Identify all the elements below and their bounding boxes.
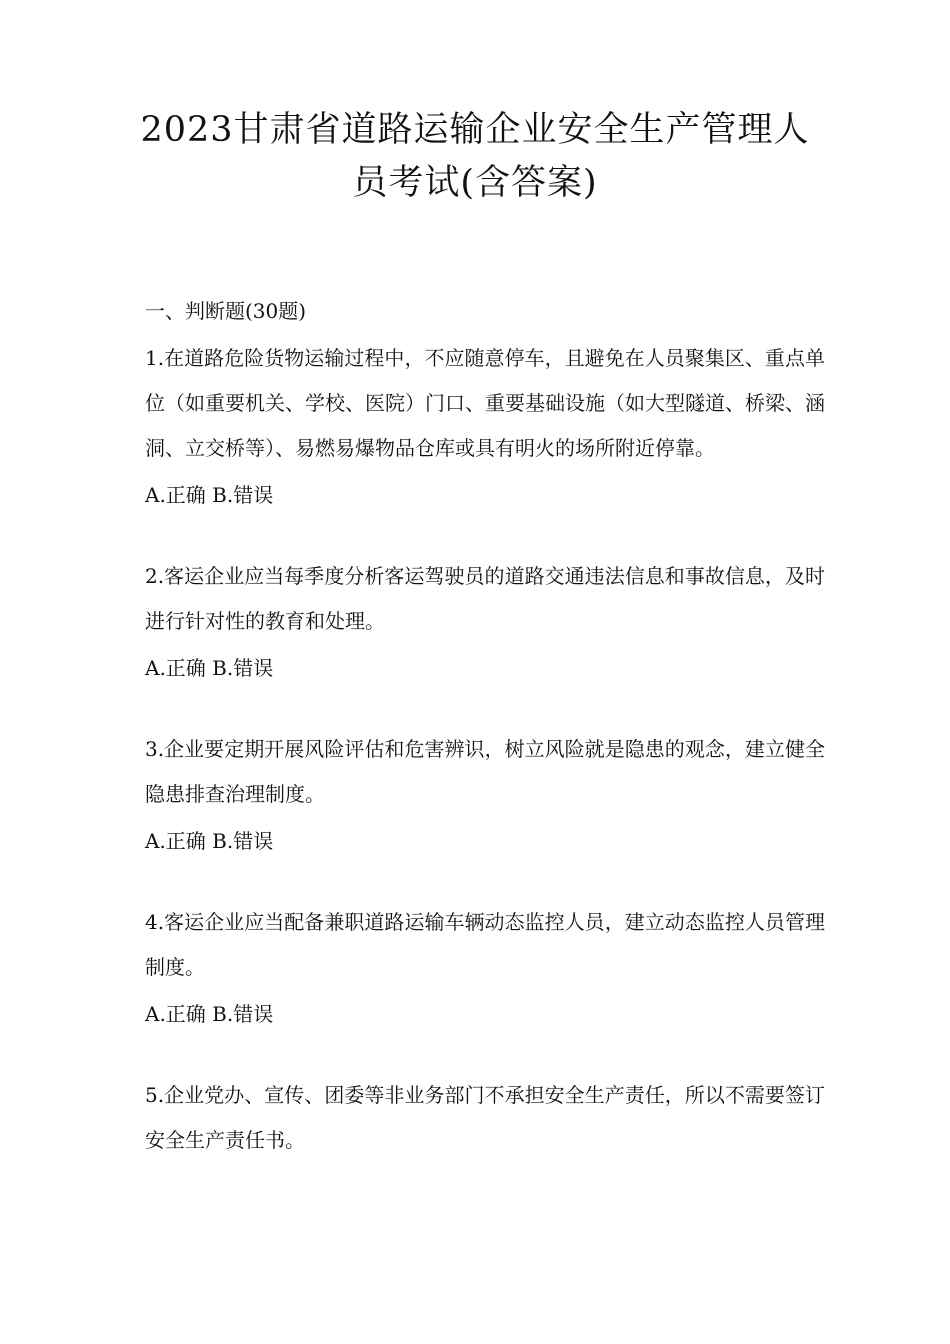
question-options: A.正确 B.错误 bbox=[145, 1002, 274, 1026]
question-text: 1.在道路危险货物运输过程中，不应随意停车，且避免在人员聚集区、重点单位（如重要机关、学校、医院）门口、重要基础设施（如大型隧道、桥梁、涵洞、立交桥等）、易燃易爆物品仓库或具有明火的场所附近停靠。 bbox=[145, 346, 825, 460]
question-4 bbox=[145, 900, 825, 1034]
title-line-1: 2023甘肃省道路运输企业安全生产管理人 bbox=[140, 110, 810, 150]
question-3 bbox=[145, 727, 825, 861]
document-title bbox=[100, 104, 850, 210]
question-5 bbox=[145, 1073, 825, 1163]
document-body bbox=[145, 290, 825, 1163]
question-text: 3.企业要定期开展风险评估和危害辨识，树立风险就是隐患的观念，建立健全隐患排查治理制度。 bbox=[145, 737, 825, 806]
question-options: A.正确 B.错误 bbox=[145, 483, 274, 507]
question-text: 5.企业党办、宣传、团委等非业务部门不承担安全生产责任，所以不需要签订安全生产责任书。 bbox=[145, 1083, 825, 1152]
question-options: A.正确 B.错误 bbox=[145, 656, 274, 680]
question-text: 4.客运企业应当配备兼职道路运输车辆动态监控人员，建立动态监控人员管理制度。 bbox=[145, 910, 825, 979]
question-text: 2.客运企业应当每季度分析客运驾驶员的道路交通违法信息和事故信息，及时进行针对性的教育和处理。 bbox=[145, 564, 825, 633]
title-line-2: 员考试(含答案) bbox=[352, 163, 598, 203]
question-options: A.正确 B.错误 bbox=[145, 829, 274, 853]
section-heading: 一、判断题(30题) bbox=[145, 299, 307, 323]
question-1 bbox=[145, 336, 825, 515]
question-2 bbox=[145, 554, 825, 688]
